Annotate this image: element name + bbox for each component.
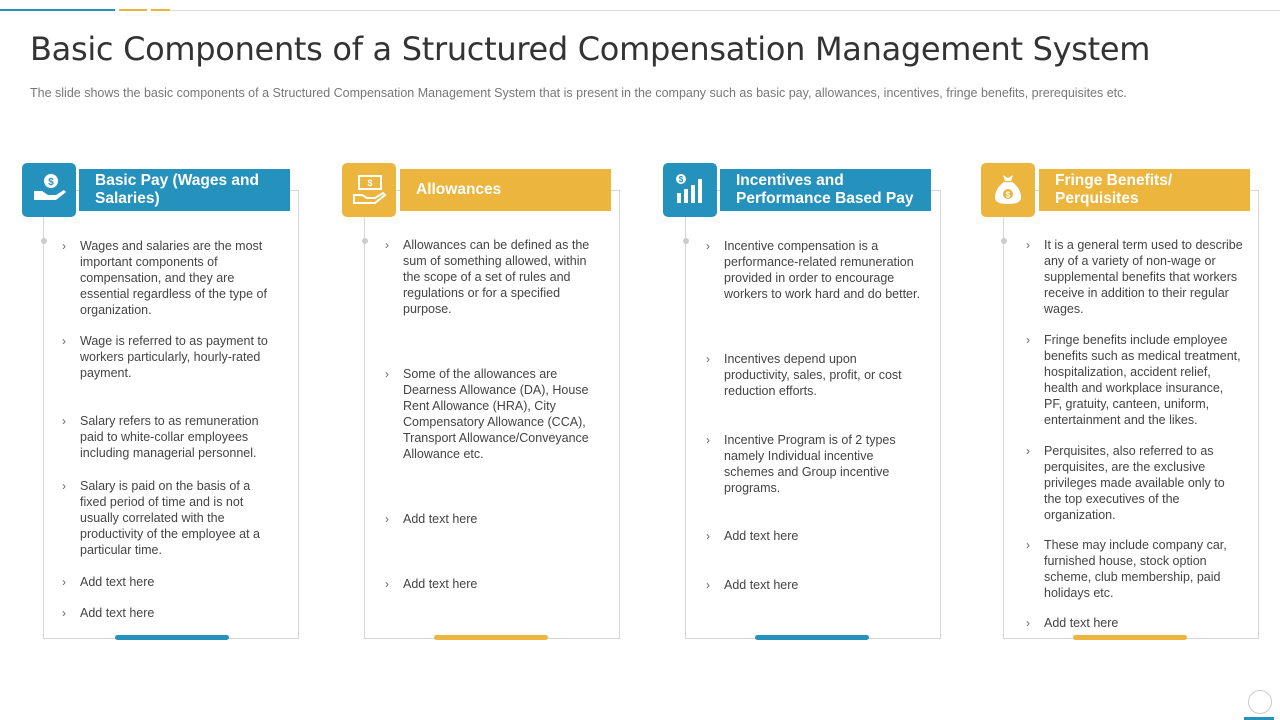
bullet-text: Fringe benefits include employee benefits such as medical treatment, hospitalization, accident relief, health and workplace insurance, PF, gratuity, canteen, uniform, entertainment and the likes.: [1044, 333, 1241, 427]
bullet-text: It is a general term used to describe any of a variety of non-wage or supplemental benefits that workers receive in addition to their regular wages.: [1044, 238, 1243, 316]
bullet-item: [62, 333, 280, 381]
bullet-item: [706, 432, 924, 496]
svg-text:$: $: [48, 177, 54, 188]
bullet-item: [1026, 332, 1244, 428]
chevron-right-icon: ›: [706, 239, 710, 253]
svg-text:$: $: [678, 175, 684, 184]
bullet-text: Incentive Program is of 2 types namely Individual incentive schemes and Group incentive programs.: [724, 433, 896, 495]
bullet-item: [62, 574, 280, 590]
page-indicator: [1248, 690, 1272, 714]
bullet-item: [1026, 443, 1244, 523]
bullet-item: [385, 576, 603, 592]
card-title: Basic Pay (Wages and Salaries): [79, 169, 290, 211]
card-accent-bar: [434, 635, 548, 640]
chevron-right-icon: ›: [1026, 444, 1030, 458]
card-accent-bar: [1073, 635, 1187, 640]
bullet-text: Wage is referred to as payment to workers particularly, hourly-rated payment.: [80, 334, 268, 380]
chevron-right-icon: ›: [1026, 616, 1030, 630]
bullet-item: [706, 528, 924, 544]
bullet-item: [62, 238, 280, 318]
chevron-right-icon: ›: [385, 367, 389, 381]
timeline-dot: [362, 238, 368, 244]
bullet-text: Add text here: [403, 577, 478, 591]
bullet-text: Allowances can be defined as the sum of something allowed, within the scope of a set of rules and regulations or for a specified purpose.: [403, 238, 590, 316]
bullet-text: Perquisites, also referred to as perquisites, are the exclusive privileges made available only to the top executives of the organization.: [1044, 444, 1225, 522]
chevron-right-icon: ›: [62, 414, 66, 428]
bullet-item: [706, 351, 924, 399]
bullet-text: Add text here: [724, 578, 799, 592]
divider: [170, 10, 1280, 11]
hand-coin-icon: [22, 163, 76, 217]
bullet-item: [62, 413, 280, 461]
bullet-item: [1026, 537, 1244, 601]
bullet-item: [706, 577, 924, 593]
chevron-right-icon: ›: [62, 479, 66, 493]
svg-text:$: $: [1005, 190, 1011, 200]
bullet-item: [385, 237, 603, 317]
bullet-item: [385, 511, 603, 527]
page-title: Basic Components of a Structured Compensation Management System: [30, 30, 1151, 68]
bullet-text: Incentive compensation is a performance-related remuneration provided in order to encourage workers to work hard and do better.: [724, 239, 920, 301]
bar-chart-dollar-icon: [663, 163, 717, 217]
timeline-dot: [1001, 238, 1007, 244]
chevron-right-icon: ›: [385, 512, 389, 526]
bullet-item: [1026, 615, 1244, 631]
card-title: Fringe Benefits/ Perquisites: [1039, 169, 1250, 211]
bullet-item: [1026, 237, 1244, 317]
chevron-right-icon: ›: [385, 577, 389, 591]
accent-line-yellow: [119, 9, 147, 11]
timeline-dot: [41, 238, 47, 244]
bullet-text: Add text here: [724, 529, 799, 543]
money-bag-icon: [981, 163, 1035, 217]
bullet-item: [62, 478, 280, 558]
bullet-text: Add text here: [1044, 616, 1119, 630]
chevron-right-icon: ›: [385, 238, 389, 252]
chevron-right-icon: ›: [1026, 333, 1030, 347]
chevron-right-icon: ›: [1026, 238, 1030, 252]
cash-hand-icon: [342, 163, 396, 217]
bullet-text: Some of the allowances are Dearness Allowance (DA), House Rent Allowance (HRA), City Compensatory Allowance (CCA), Transport Allowance/Conveyance Allowance etc.: [403, 367, 589, 461]
bullet-item: [62, 605, 280, 621]
card-title: Allowances: [400, 169, 611, 211]
bullet-text: Salary is paid on the basis of a fixed period of time and is not usually correlated with the productivity of the employee at a particular time.: [80, 479, 260, 557]
chevron-right-icon: ›: [706, 578, 710, 592]
chevron-right-icon: ›: [706, 433, 710, 447]
chevron-right-icon: ›: [62, 575, 66, 589]
chevron-right-icon: ›: [62, 606, 66, 620]
card-accent-bar: [755, 635, 869, 640]
svg-text:$: $: [367, 178, 373, 188]
accent-line-blue: [0, 9, 115, 11]
chevron-right-icon: ›: [1026, 538, 1030, 552]
chevron-right-icon: ›: [62, 239, 66, 253]
bullet-text: Add text here: [403, 512, 478, 526]
chevron-right-icon: ›: [62, 334, 66, 348]
timeline-dot: [683, 238, 689, 244]
card-title: Incentives and Performance Based Pay: [720, 169, 931, 211]
page-subtitle: The slide shows the basic components of a Structured Compensation Management System that is present in the company such as basic pay, allowances, incentives, fringe benefits, prerequisites etc.: [30, 86, 1127, 100]
bullet-item: [385, 366, 603, 462]
chevron-right-icon: ›: [706, 352, 710, 366]
card-accent-bar: [115, 635, 229, 640]
chevron-right-icon: ›: [706, 529, 710, 543]
bullet-text: These may include company car, furnished house, stock option scheme, club membership, paid holidays etc.: [1044, 538, 1227, 600]
accent-line-yellow: [151, 9, 170, 11]
bullet-text: Incentives depend upon productivity, sales, profit, or cost reduction efforts.: [724, 352, 902, 398]
bullet-text: Wages and salaries are the most important components of compensation, and they are essential regardless of the type of organization.: [80, 239, 267, 317]
bullet-text: Salary refers to as remuneration paid to white-collar employees including managerial personnel.: [80, 414, 259, 460]
bullet-text: Add text here: [80, 575, 155, 589]
bullet-text: Add text here: [80, 606, 155, 620]
bullet-item: [706, 238, 924, 302]
